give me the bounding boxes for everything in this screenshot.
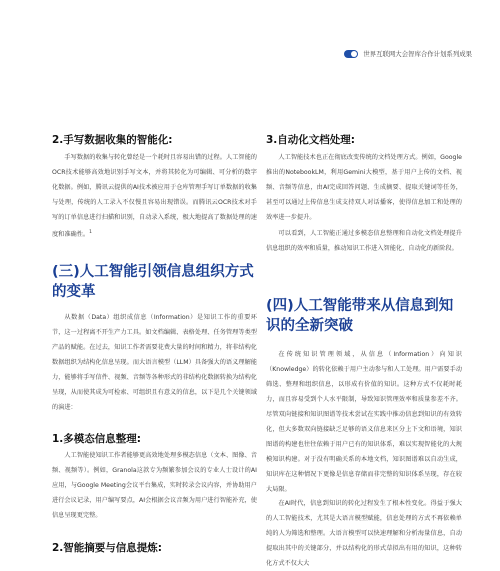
paragraph-section-4-2-text: 在AI时代，信息到知识的转化过程发生了根本性变化。得益于强大的人工智能技术，尤其是大语言模型赋能，信息处理的方式不再依赖单纯的人为筛选和整理。大语言模型可以快速理解和分析海量信息，自动提取出其中的关键部分，并以结构化的形式草拟出有用的知识，这种转化方式不仅大大 [266,500,462,567]
paragraph-multimodal [52,448,257,523]
section-4-title: (四)人工智能带来从信息到知识的全新突破 [266,298,454,334]
series-title: 世界互联网大会智库合作计划系列成果 [363,50,472,58]
section-3-title: (三)人工智能引领信息组织方式的变革 [52,264,254,300]
paragraph-section-3 [52,310,257,415]
paragraph-section-3-text: 从数据（Data）组织成信息（Information）是知识工作的重要环节，这一过程离不开生产力工具。如文档编辑、表格处理、任务管理等类型产品的赋能。在过去，知识工作者需要花费大量的时间和精力，将非结构化数据组织为结构化信息呈现。而大语言模型（LLM）具备强大的语义理解能力，能够将手写信件、视频、音频等各种形式的非结构化数据转换为结构化呈现，从而使其成为可检索、可组织且有意义的信息，以下是几个关键领域的演进： [52,314,257,411]
toggle-icon [344,50,358,58]
paragraph-handwriting-text: 手写数据的收集与转化曾经是一个耗时且容易出错的过程。人工智能的OCR技术能够高效地识别手写文本，并将其转化为可编辑、可分析的数字化数据。例如，腾讯云提供的AI技术被应用于仓库管理手写订单数据的收集与处理，传统的人工录入不仅慢且容易出现错误。而腾讯云OCR技术对手写的订单信息进行扫描和识别，自动录入系统，极大地提高了数据处理的速度和准确性。 [52,154,257,239]
heading-multimodal: 1.多模态信息整理: [52,433,141,445]
paragraph-section-4-1 [266,347,462,497]
heading-handwriting: 2.手写数据收集的智能化: [52,134,173,146]
paragraph-automation-2-text: 可以看到，人工智能正通过多模态信息整理和自动化文档处理提升信息组织的效率和质量，推动知识工作进入智能化、自动化的新阶段。 [266,230,462,252]
paragraph-automation-2 [266,226,462,256]
paragraph-automation-1 [266,150,462,225]
paragraph-section-4-1-text: 在传统知识管理领域，从信息（Information）向知识（Knowledge）的转化依赖于用户主动参与和人工处理。用户需要手动筛选、整理和组织信息，以形成有价值的知识。这种方式不仅耗时耗力，而且容易受到个人水平限制，导致知识管理效率和质量参差不齐。尽管双向链接和知识图谱等技术尝试在实践中推动信息到知识的有效转化，但大多数双向链接缺乏足够的语义信息来区分上下文和语境，知识图谱的构建也往往依赖于用户已有的知识体系，难以实现智能化的大规模知识构建。对于没有明确关系的本地文档，知识图谱难以自动生成，知识库在这种情况下更像是信息存储而非完整的知识体系呈现，存在较大局限。 [266,351,462,493]
footnote-marker: 1 [89,230,92,235]
series-header [344,49,472,58]
paragraph-multimodal-text: 人工智能使知识工作者能够更高效地处理多模态信息（文本、图像、音频、视频等）。例如，Granola这款专为频繁参加会议的专业人士设计的AI应用，与Google Meeting会议平台集成，实时转录会议内容，并协助用户进行会议记录，用户编写要点，AI会根据会议音频为用户进行智能补充，使信息呈现更完整。 [52,452,257,519]
paragraph-automation-1-text: 人工智能技术也正在彻底改变传统的文档处理方式。例如，Google推出的NotebookLM，利用Gemini大模型，基于用户上传的文档、视频、音频等信息，由AI完成回答问题、生成摘要、提取关键词等任务，甚至可以通过上传信息生成支持双人对话播客，使得信息加工和处理的效率进一步提升。 [266,154,462,221]
paragraph-handwriting [52,150,257,242]
heading-automation: 3.自动化文档处理: [266,134,355,146]
heading-summary: 2.智能摘要与信息提炼: [52,542,162,554]
